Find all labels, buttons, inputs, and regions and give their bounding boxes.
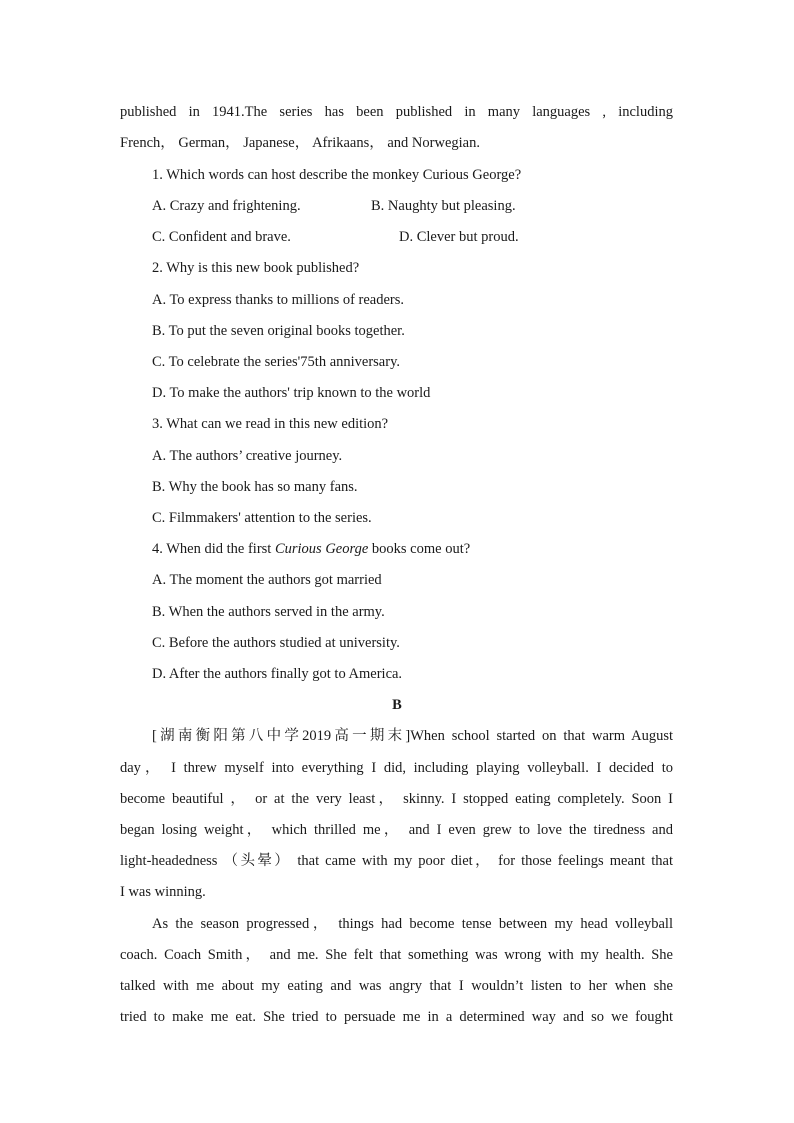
question-1-option-a: A. Crazy and frightening.	[152, 198, 301, 214]
section-b-heading: B	[392, 697, 402, 713]
question-1-prompt: 1. Which words can host describe the monkey Curious George?	[152, 167, 522, 183]
passage-b-para1-line2: day， I threw myself into everything I did, including playing volleyball. I decided to	[120, 760, 673, 776]
passage-b-para2-line3: talked with me about my eating and was angry that I wouldn’t listen to her when she	[120, 978, 673, 994]
question-4-book-title: Curious George	[274, 541, 369, 557]
question-1-option-d: D. Clever but proud.	[399, 229, 519, 245]
question-4-prompt-start: 4. When did the first	[152, 541, 275, 557]
question-1-option-b: B. Naughty but pleasing.	[371, 198, 516, 214]
intro-line-1: published in 1941.The series has been published in many languages , including	[120, 104, 673, 120]
question-2-prompt: 2. Why is this new book published?	[152, 260, 360, 276]
question-2-option-b: B. To put the seven original books together.	[152, 323, 405, 339]
question-4-option-a: A. The moment the authors got married	[152, 572, 382, 588]
question-4-prompt-end: books come out?	[368, 541, 471, 557]
question-3-option-a: A. The authors’ creative journey.	[152, 448, 343, 464]
question-1-option-c: C. Confident and brave.	[152, 229, 291, 245]
intro-line-2: French， German， Japanese， Afrikaans， and Norwegian.	[120, 135, 480, 151]
question-4-option-c: C. Before the authors studied at university.	[152, 635, 400, 651]
question-4-prompt	[152, 540, 470, 558]
passage-b-para1-line5: light-headedness （头晕） that came with my poor diet， for those feelings meant that	[120, 853, 673, 869]
passage-b-para1-line3: become beautiful ， or at the very least， skinny. I stopped eating completely. Soon I	[120, 791, 673, 807]
passage-b-para2-line2: coach. Coach Smith， and me. She felt that something was wrong with my health. She	[120, 947, 673, 963]
passage-b-para1-line4: began losing weight， which thrilled me， and I even grew to love the tiredness and	[120, 822, 673, 838]
question-3-option-c: C. Filmmakers' attention to the series.	[152, 510, 372, 526]
question-3-option-b: B. Why the book has so many fans.	[152, 479, 358, 495]
question-2-option-d: D. To make the authors' trip known to the world	[152, 385, 431, 401]
question-3-prompt: 3. What can we read in this new edition?	[152, 416, 389, 432]
passage-b-para1-line6: I was winning.	[120, 884, 206, 900]
question-4-option-b: B. When the authors served in the army.	[152, 604, 385, 620]
passage-b-para1-line1: [湖南衡阳第八中学2019高一期末]When school started on that warm August	[152, 728, 673, 744]
question-2-option-c: C. To celebrate the series'75th anniversary.	[152, 354, 401, 370]
question-2-option-a: A. To express thanks to millions of readers.	[152, 292, 405, 308]
passage-b-para2-line1: As the season progressed， things had become tense between my head volleyball	[152, 916, 673, 932]
passage-b-para2-line4: tried to make me eat. She tried to persuade me in a determined way and so we fought	[120, 1009, 673, 1025]
question-4-option-d: D. After the authors finally got to America.	[152, 666, 403, 682]
